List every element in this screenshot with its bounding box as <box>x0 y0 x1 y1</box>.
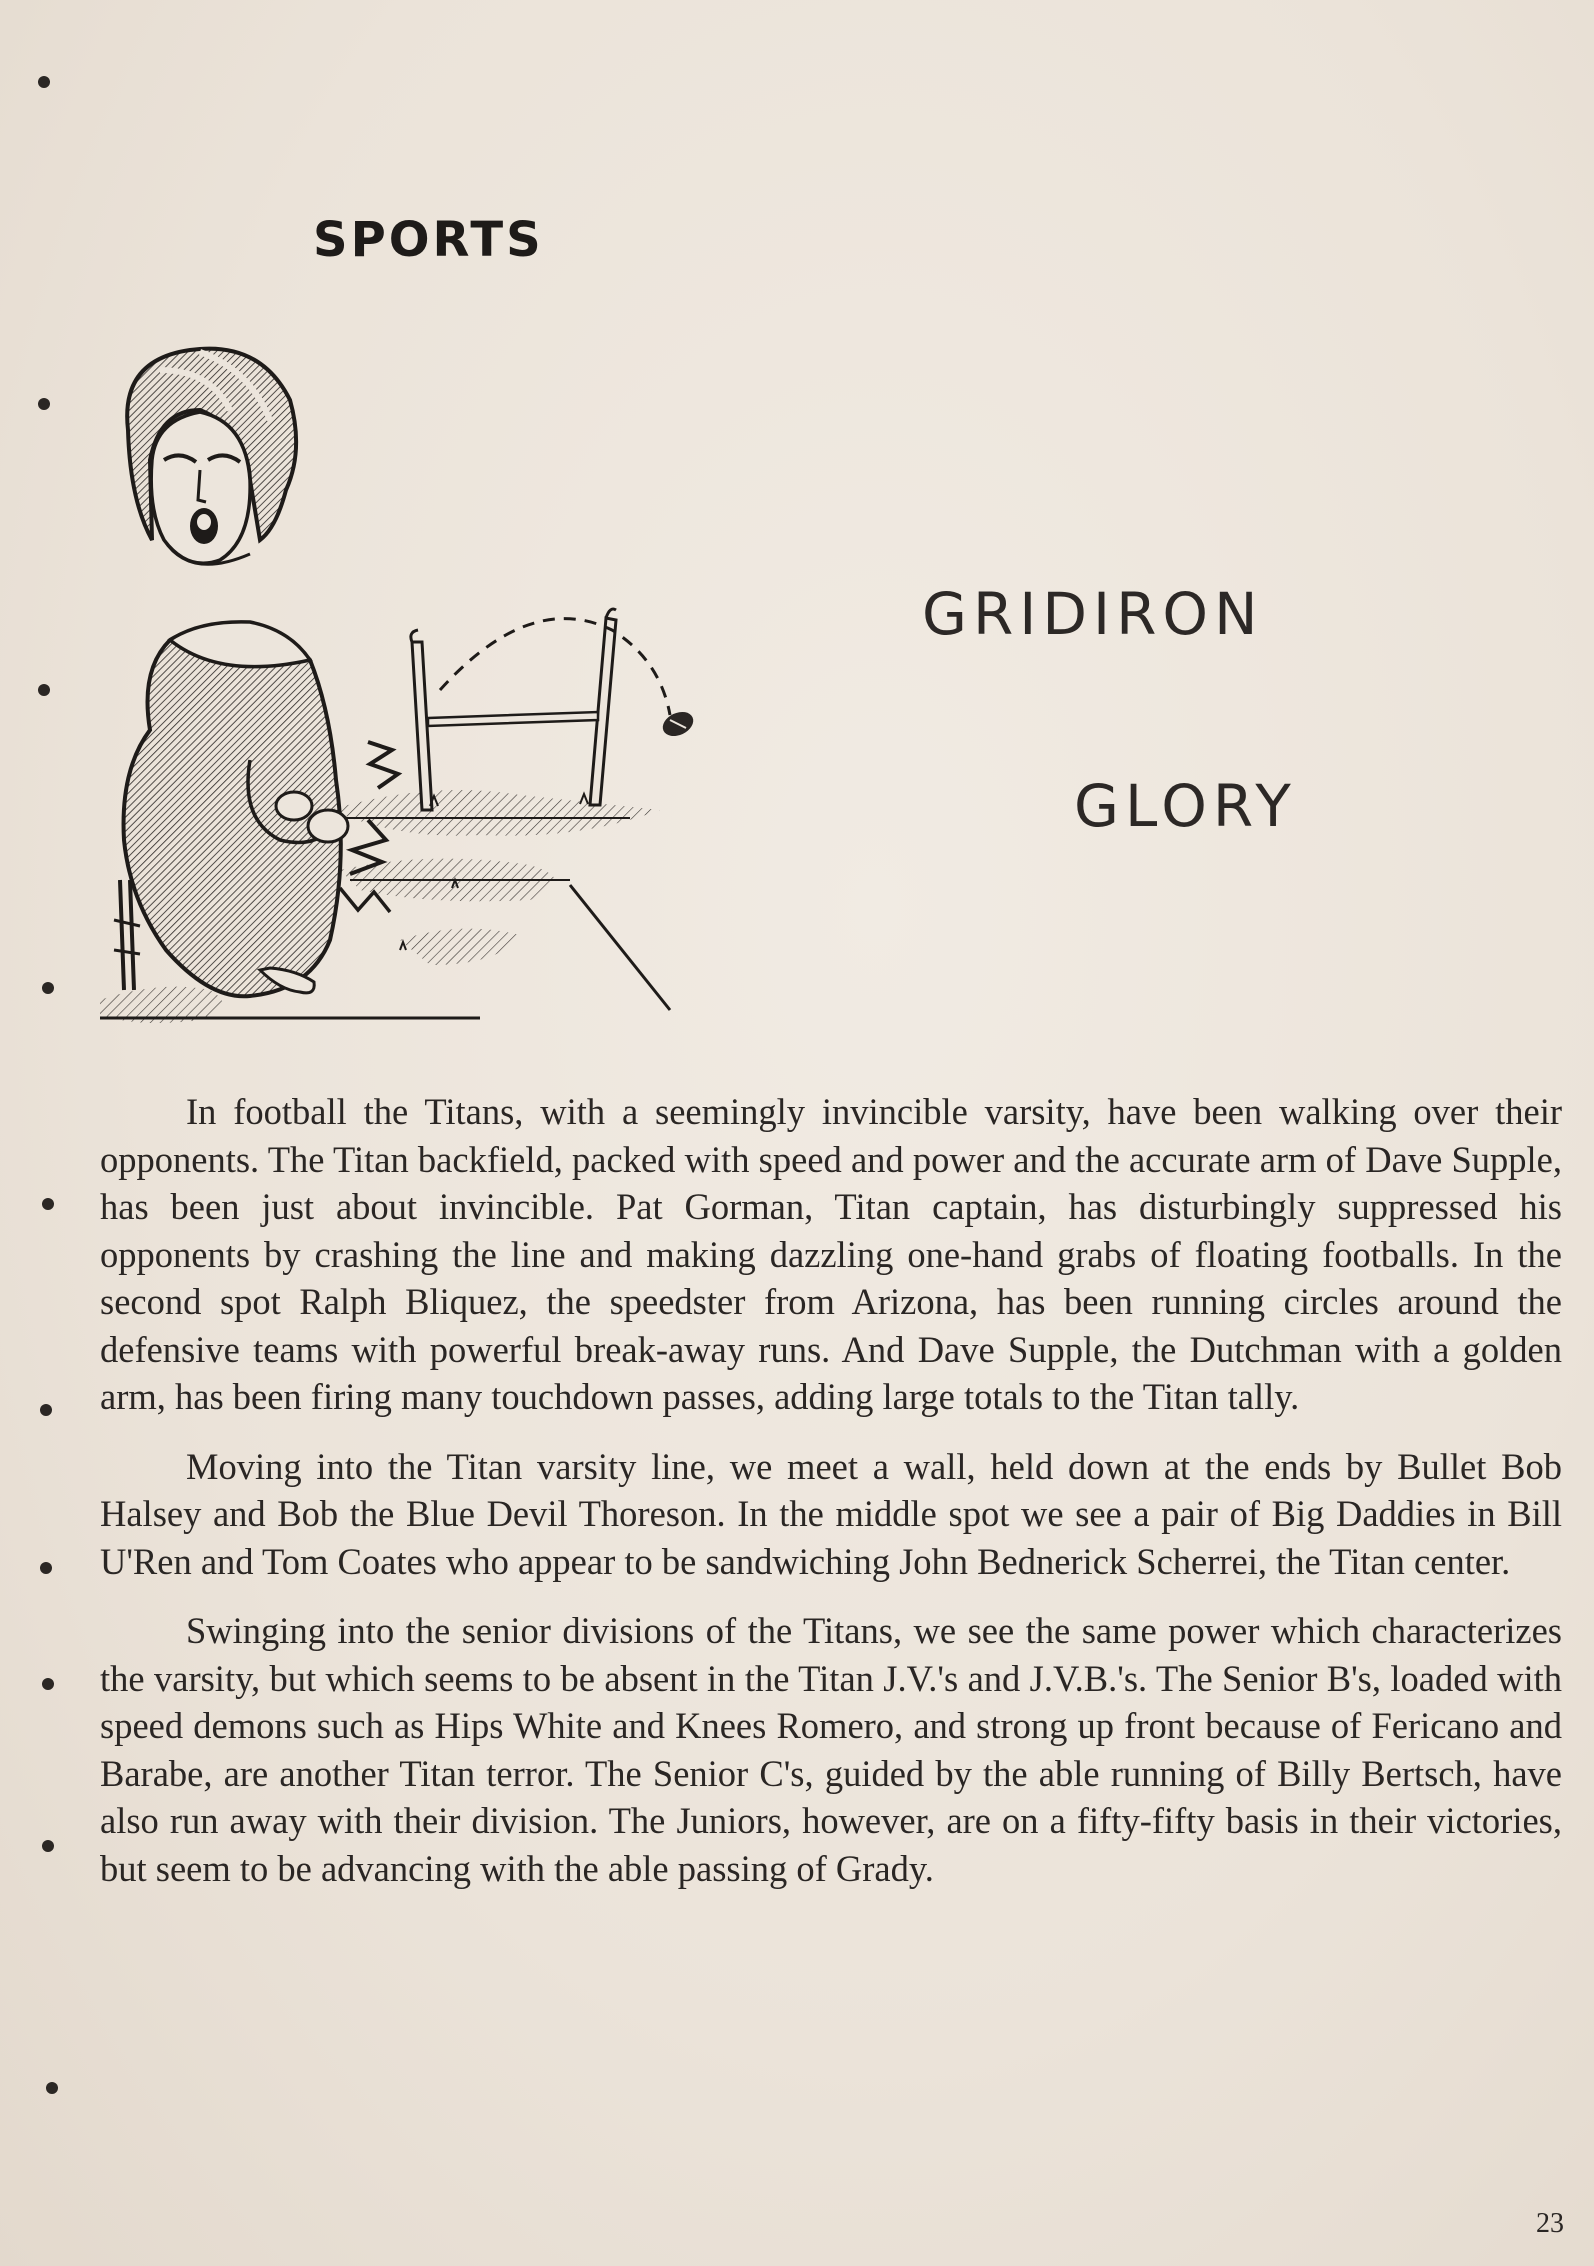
binding-hole <box>42 1840 54 1852</box>
binding-hole <box>46 2082 58 2094</box>
page-number: 23 <box>1536 2208 1564 2239</box>
binding-hole <box>40 1404 52 1416</box>
section-heading: SPORTS <box>313 212 544 268</box>
binding-hole <box>38 398 50 410</box>
paragraph: Moving into the Titan varsity line, we meet a wall, held down at the ends by Bullet Bob Halsey and Bob the Blue Devil Thoreson. In the middle spot we see a pair of Big Daddies in Bill U'Ren and Tom Coates who appear to be sandwiching John Bednerick Scherrei, the Titan center. <box>100 1445 1562 1582</box>
binding-hole <box>38 684 50 696</box>
binding-hole <box>40 1562 52 1574</box>
football-illustration <box>100 340 840 1040</box>
paragraph: Swinging into the senior divisions of the Titans, we see the same power which characterizes the varsity, but which seems to be absent in the Titan J.V.'s and J.V.B.'s. The Senior B's, loaded with speed demons such as Hips White and Knees Romero, and strong up front because of Fericano and Barabe, are another Titan terror. The Senior C's, guided by the able running of Billy Bertsch, have also run away with their division. The Juniors, however, are on a fifty-fifty basis in their victories, but seem to be advancing with the able passing of Grady. <box>100 1610 1562 1889</box>
article-body <box>100 1088 1562 1914</box>
title-line-1: GRIDIRON <box>922 580 1264 648</box>
binding-hole <box>38 76 50 88</box>
paragraph: In football the Titans, with a seemingly invincible varsity, have been walking over their opponents. The Titan backfield, packed with speed and power and the accurate arm of Dave Supple, has been just about invincible. Pat Gorman, Titan captain, has disturbingly suppressed his opponents by crashing the line and making dazzling one-hand grabs of floating footballs. In the second spot Ralph Bliquez, the speedster from Arizona, has been running circles around the defensive teams with powerful break-away runs. And Dave Supple, the Dutchman with a golden arm, has been firing many touchdown passes, adding large totals to the Titan tally. <box>100 1091 1562 1417</box>
title-line-2: GLORY <box>1074 772 1297 840</box>
binding-hole <box>42 1198 54 1210</box>
binding-hole <box>42 982 54 994</box>
binding-hole <box>42 1678 54 1690</box>
